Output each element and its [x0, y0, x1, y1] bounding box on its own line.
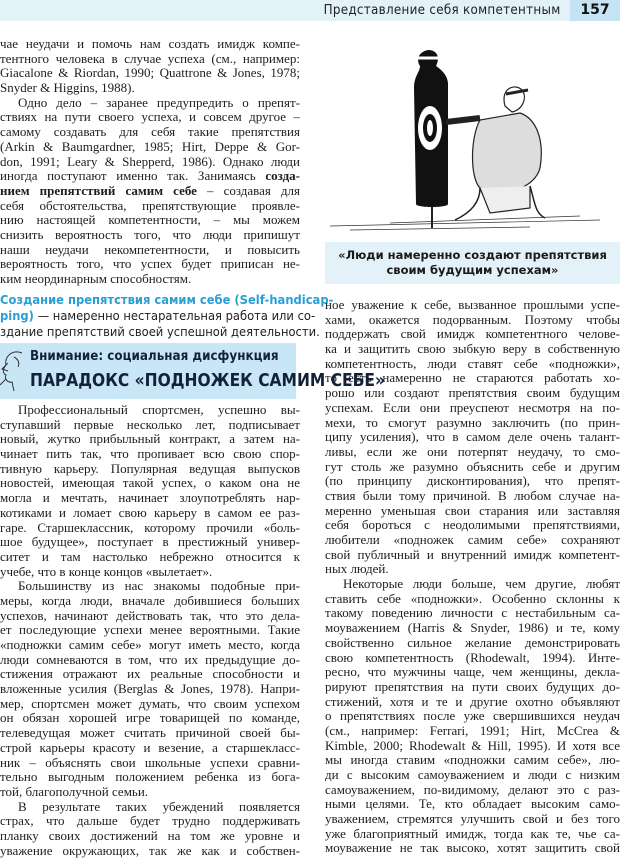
- text-line: ка и защитить свою зыбкую веру в собственную: [325, 342, 620, 357]
- text-line: хами, окажется подорванным. Поэтому чтобы: [325, 312, 620, 327]
- text-line: поддержать свой имидж компетентного челове-: [325, 327, 620, 342]
- text-line: новый, жутко прибыльный контракт, а затем на-: [0, 432, 300, 447]
- text-line: стижений, хотя и те и другие охотно объявляют: [325, 694, 620, 709]
- text-line: «подножки самим себе» могут иметь место, когда: [0, 638, 300, 652]
- text-line: любители «подножек самим себе» сохраняют: [325, 533, 620, 547]
- running-header: [0, 0, 620, 21]
- text-line: ситет и там настолько небрежно относится к: [0, 549, 300, 564]
- text-line: чинает пить так, что пропивает всю свою спор-: [0, 447, 300, 462]
- box-title: ПАРАДОКС «ПОДНОЖЕК САМИМ СЕБЕ»: [30, 370, 386, 391]
- text-line: себя обстоятельства, препятствующие проявле-: [0, 198, 300, 213]
- text-line: Профессиональный спортсмен, успешно вы-: [18, 403, 300, 417]
- text-line: строй карьеры красоту и везение, а старшекласс-: [0, 740, 300, 755]
- caption-line: своим будущим успехам»: [386, 263, 559, 277]
- text-line: себя бороться с неодолимыми препятствиями,: [325, 518, 620, 533]
- paragraph: [325, 577, 620, 856]
- text-line: ных людей.: [325, 562, 389, 577]
- text-line: стижения отражают их реальные способности и: [0, 667, 300, 682]
- text-line: мер, спортсмен может думать, что своим успехом: [0, 696, 300, 711]
- box-subtitle: Внимание: социальная дисфункция: [30, 349, 279, 364]
- text-line: меры, когда люди, вначале добившиеся больших: [0, 593, 300, 608]
- target-silhouette: [414, 50, 448, 228]
- text-segment: иногда поступают именно так. Занимаясь: [0, 169, 266, 184]
- text-line: чае неудачи и помочь нам создать имидж компе-: [0, 37, 300, 51]
- text-line: (см., например: Ferrari, 1991; Hirt, McCrea &: [325, 723, 620, 738]
- text-line: свой публичный и внутренний имидж компетент-: [325, 547, 620, 562]
- text-line: тивную карьеру. Популярная ведущая выпусков: [0, 461, 300, 476]
- text-line: ное уважение к себе, вызванное прошлыми успе-: [325, 298, 620, 312]
- thinking-head-icon: [0, 349, 28, 393]
- text-line: вложенные усилия (Berglas & Jones, 1978). Напри-: [0, 682, 300, 697]
- text-line: уважением, стремятся улучшить свой и без того: [325, 812, 620, 827]
- text-line: Giacalone & Riordan, 1990; Quattrone & Jones, 1978;: [0, 66, 300, 81]
- text-line: самоуважением, по-видимому, делают это с раз-: [325, 782, 620, 797]
- text-line: Snyder & Higgins, 1988).: [0, 81, 135, 96]
- text-line: ступавший первые несколько лет, подписывает: [0, 417, 300, 432]
- text-line: Kimble, 2000; Rhodewalt & Hill, 1995). И хотя все: [325, 738, 620, 753]
- text-line: мехи, то смогут разумно заключить (по прин-: [325, 415, 620, 430]
- text-line: [0, 184, 300, 199]
- text-line: (по принципу дисконтирования), что препят-: [325, 474, 620, 489]
- text-line: котиками и ломает свою карьеру в самом ее раз-: [0, 505, 300, 520]
- definition-term-end: ping): [0, 308, 34, 323]
- text-line: (Arkin & Baumgardner, 1985; Hirt, Deppe & Gor-: [0, 139, 300, 154]
- text-line: ет последующие успехи менее вероятными. Такие: [0, 623, 300, 638]
- text-line: уважение окружающих, так же как и собствен-: [0, 843, 300, 858]
- text-line: могла и мечтать, начинает злоупотреблять нар-: [0, 491, 300, 506]
- right-column-text: [325, 298, 620, 856]
- text-line: тельно выгодным положением ребенка из бога-: [0, 770, 300, 785]
- text-line: моуважение не так высоко, хотят защитить свой: [325, 841, 620, 856]
- bold-term: нием препятствий самим себе: [0, 183, 197, 198]
- text-line: моуважением (Harris & Snyder, 1986) и те, кому: [325, 621, 620, 636]
- text-line: то есть намеренно не стараются работать хо-: [325, 371, 620, 386]
- text-line: ципу усиления), что в самом деле очень талант-: [325, 430, 620, 445]
- text-line: шое будущее», поступает в престижный универ-: [0, 535, 300, 550]
- definition-term: Создание препятствия самим себе (Self-handicap-: [0, 292, 334, 307]
- text-line: люди сомневаются в том, что их предыдущие до-: [0, 652, 300, 667]
- paragraph: [0, 403, 300, 579]
- text-line: о препятствиях после уже свершившихся неудач: [325, 709, 620, 724]
- paragraph: [0, 800, 300, 859]
- text-line: ными целями. Те, кто обладает высоким само-: [325, 797, 620, 812]
- text-line: новостей, имеющая такой успех, о каком она не: [0, 476, 300, 491]
- text-line: нию настоящей компетентности, – мы можем: [0, 213, 300, 228]
- text-line: свою компетентность (Rhodewalt, 1994). Инте-: [325, 650, 620, 665]
- paragraph: [0, 96, 300, 287]
- man-figure: [446, 87, 545, 220]
- text-line: он обязан хорошей игре товарищей по команде,: [0, 711, 300, 726]
- text-line: учебе, что в конце концов «вылетает».: [0, 564, 213, 579]
- text-line: компетентность, люди ставят себе «подножки»,: [325, 356, 620, 371]
- text-line: страх, что дальше будет трудно поддерживать: [0, 814, 300, 829]
- definition-text: — намеренно нестарательная работа или со-: [33, 308, 316, 323]
- text-line: планку своих достижений на том же уровне и: [0, 828, 300, 843]
- definition-text-end: здание препятствий своей успешной деятельности.: [0, 324, 320, 339]
- text-line: ресно, что мужчины чаще, чем женщины, декла-: [325, 665, 620, 680]
- text-line: гаре. Старшеклассник, которому прочили «боль-: [0, 520, 300, 535]
- text-line: телеведущая может считать причиной своей бы-: [0, 726, 300, 741]
- text-line: гут столь же разумно объяснить себе и другим: [325, 459, 620, 474]
- text-line: рошо или создают препятствия своим будущим: [325, 386, 620, 401]
- text-line: рируют препятствия на пути своих будущих до-: [325, 679, 620, 694]
- text-line: В результате таких убеждений появляется: [18, 799, 300, 814]
- text-line: успехам. Если они преуспеют несмотря на по-: [325, 400, 620, 415]
- box-body-text: [0, 403, 300, 858]
- text-line: наши неудачи некомпетентности, и повысить: [0, 242, 300, 257]
- text-line: ставить себе «подножки». Особенно склонны к: [325, 591, 620, 606]
- figure-caption: [325, 242, 620, 284]
- running-title: Представление себя компетентным: [323, 3, 560, 18]
- text-line: вероятность того, что успех будет приписан не-: [0, 257, 300, 272]
- text-line: уже благоприятный имидж, тогда как те, чье са-: [325, 826, 620, 841]
- text-line: ким неординарным способностям.: [0, 272, 192, 286]
- text-line: свойственно сильное желание демонстрировать: [325, 635, 620, 650]
- paragraph: [0, 579, 300, 799]
- text-line: ник – объяснять свои школьные успехи сравни-: [0, 755, 300, 770]
- cartoon-illustration: [330, 28, 620, 233]
- text-line: мы иногда ставим «подножки самим себе», лю-: [325, 753, 620, 768]
- text-line: той, благополучной семьи.: [0, 784, 149, 799]
- text-line: ливы, если же они потерпят неудачу, то смо-: [325, 444, 620, 459]
- paragraph: [0, 37, 300, 96]
- ground-lines: [330, 216, 600, 230]
- text-line: ствиях на пути своего успеха, и совсем другое –: [0, 110, 300, 125]
- text-line: успехов, начинают действовать так, что это дела-: [0, 608, 300, 623]
- text-line: Большинству из нас знакомы подобные при-: [18, 579, 300, 594]
- page-number: 157: [570, 0, 620, 21]
- text-segment: – создавая для: [196, 183, 300, 198]
- text-line: Некоторые люди больше, чем другие, любят: [343, 577, 620, 592]
- caption-line: «Люди намеренно создают препятствия: [338, 248, 607, 262]
- text-line: [0, 169, 300, 184]
- bold-term: созда-: [265, 169, 300, 184]
- feature-box-header: [0, 343, 386, 399]
- left-column-text: [0, 37, 300, 287]
- text-line: снизить вероятность того, что люди припишут: [0, 227, 300, 242]
- text-line: самому создавать для себя такие препятствия: [0, 125, 300, 140]
- text-line: такому поведению личности с нестабильным са-: [325, 606, 620, 621]
- text-line: ствия были тому причиной. В любом случае на-: [325, 488, 620, 503]
- text-line: Одно дело – заранее предупредить о препят-: [18, 95, 300, 110]
- text-line: меренно уменьшая свои старания или заставляя: [325, 503, 620, 518]
- text-line: don, 1991; Leary & Shepperd, 1986). Однако люди: [0, 154, 300, 169]
- text-line: тентного человека в случае успеха (см., например:: [0, 51, 300, 66]
- definition-block: [0, 292, 334, 340]
- paragraph: [325, 298, 620, 577]
- text-line: ди с высоким самоуважением и люди с низким: [325, 768, 620, 782]
